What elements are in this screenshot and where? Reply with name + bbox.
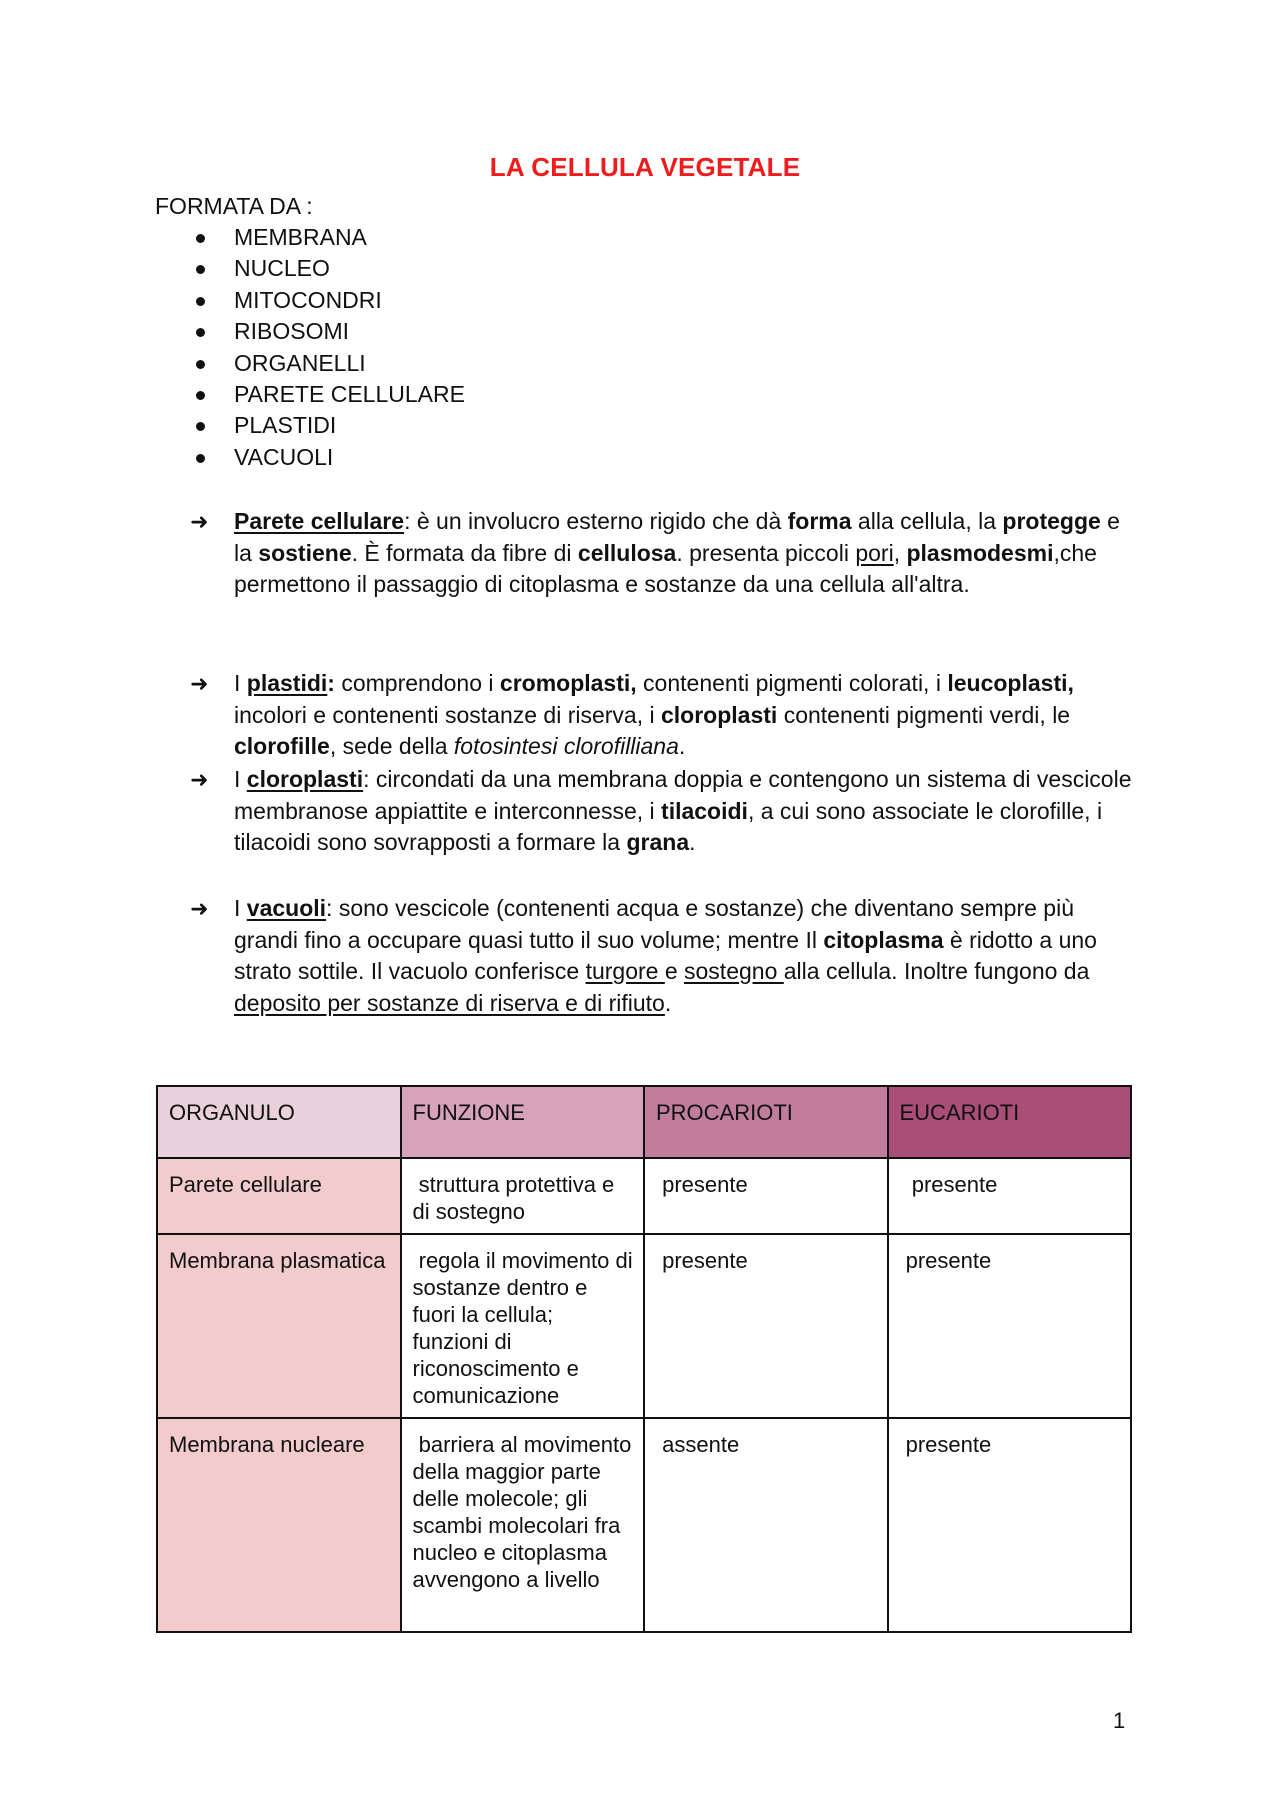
list-item: MITOCONDRI: [190, 285, 465, 316]
list-item: MEMBRANA: [190, 222, 465, 253]
paragraph-vacuoli: ➜ I vacuoli: sono vescicole (contenenti acqua e sostanze) che diventano sempre più grandi fino a occupare quasi tutto il suo volume; mentre Il citoplasma è ridotto a uno strato sottile. Il vacuolo conferisce turgore e sostegno alla cellula. Inoltre fungono da deposito per sostanze di riserva e di rifiuto.: [190, 895, 1097, 1016]
page-title: LA CELLULA VEGETALE: [489, 152, 801, 182]
table-cell: assente: [644, 1418, 888, 1632]
page-number: 1: [1113, 1708, 1126, 1733]
table-cell: presente: [888, 1158, 1132, 1234]
list-item: NUCLEO: [190, 253, 465, 284]
header-cell: FUNZIONE: [401, 1086, 645, 1158]
header-cell: EUCARIOTI: [888, 1086, 1132, 1158]
header-cell: ORGANULO: [157, 1086, 401, 1158]
table-cell: Parete cellulare: [157, 1158, 401, 1234]
arrow-right-icon: ➜: [190, 767, 209, 792]
table-cell: Membrana nucleare: [157, 1418, 401, 1632]
bullet-icon: [196, 234, 205, 243]
table-cell: barriera al movimento della maggior parte delle molecole; gli scambi molecolari fra nucleo e citoplasma avvengono a livello: [401, 1418, 645, 1632]
bullet-icon: [196, 297, 205, 306]
table-cell: presente: [644, 1234, 888, 1418]
arrow-right-icon: ➜: [190, 509, 209, 534]
list-item: PARETE CELLULARE: [190, 379, 465, 410]
bullet-icon: [196, 391, 205, 400]
bullet-icon: [196, 422, 205, 431]
table-header-row: [157, 1086, 1131, 1158]
bullet-icon: [196, 360, 205, 369]
list-item: VACUOLI: [190, 442, 465, 473]
bullet-icon: [196, 328, 205, 337]
paragraph-parete-cellulare: ➜ Parete cellulare: è un involucro esterno rigido che dà forma alla cellula, la protegge e la sostiene. È formata da fibre di cellulosa. presenta piccoli pori, plasmodesmi,che permettono il passaggio di citoplasma e sostanze da una cellula all'altra.: [190, 508, 1120, 597]
table-cell: struttura protettiva e di sostegno: [401, 1158, 645, 1234]
arrow-right-icon: ➜: [190, 896, 209, 921]
table-cell: Membrana plasmatica: [157, 1234, 401, 1418]
table-cell: presente: [644, 1158, 888, 1234]
table-cell: presente: [888, 1234, 1132, 1418]
table-cell: presente: [888, 1418, 1132, 1632]
table-row: [157, 1158, 1131, 1234]
organelle-table: [156, 1085, 1132, 1633]
table-row: [157, 1234, 1131, 1418]
list-item: ORGANELLI: [190, 348, 465, 379]
paragraph-plastidi: ➜ I plastidi: comprendono i cromoplasti, contenenti pigmenti colorati, i leucoplasti, incolori e contenenti sostanze di riserva, i cloroplasti contenenti pigmenti verdi, le clorofille, sede della fotosintesi clorofilliana.: [190, 670, 1074, 759]
paragraph-cloroplasti: ➜ I cloroplasti: circondati da una membrana doppia e contengono un sistema di vescicole membranose appiattite e interconnesse, i tilacoidi, a cui sono associate le clorofille, i tilacoidi sono sovrapposti a formare la grana.: [190, 766, 1132, 855]
list-item: PLASTIDI: [190, 410, 465, 441]
intro-label: FORMATA DA :: [155, 193, 313, 219]
components-list: [190, 222, 465, 473]
table-cell: regola il movimento di sostanze dentro e fuori la cellula; funzioni di riconoscimento e comunicazione: [401, 1234, 645, 1418]
table-row: [157, 1418, 1131, 1632]
header-cell: PROCARIOTI: [644, 1086, 888, 1158]
bullet-icon: [196, 265, 205, 274]
bullet-icon: [196, 454, 205, 463]
list-item: RIBOSOMI: [190, 316, 465, 347]
arrow-right-icon: ➜: [190, 671, 209, 696]
